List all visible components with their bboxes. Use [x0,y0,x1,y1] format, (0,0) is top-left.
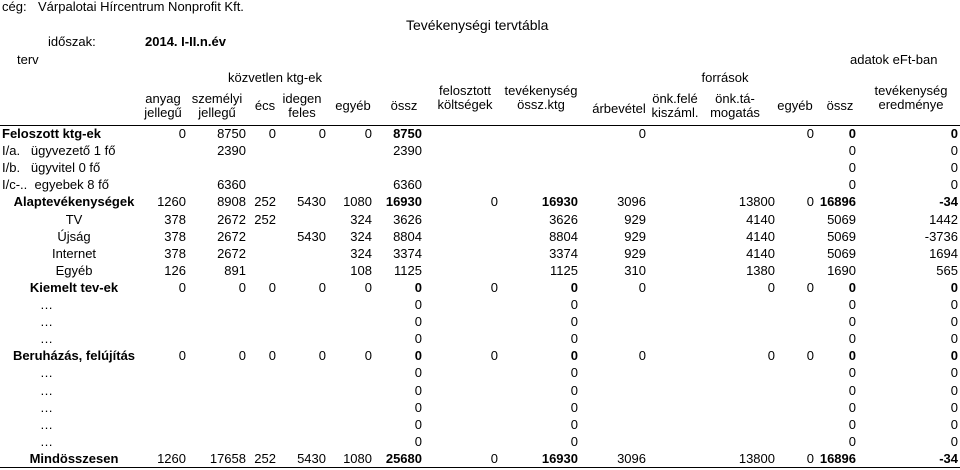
cell-ossz1: 0 [414,383,422,398]
col-header-onk-tam-1: önk.tá- [715,91,755,106]
cell-ossz1: 3626 [393,212,422,227]
cell-eredmeny: 0 [950,400,958,415]
cell-tev: 3626 [549,212,578,227]
col-header-onk-tam-2: mogatás [710,105,760,120]
col-header-ecs: écs [254,98,276,113]
cell-ossz1: 0 [414,417,422,432]
group-header-direct-costs: közvetlen ktg-ek [228,70,322,85]
cell-ossz2: 5069 [827,229,856,244]
cell-egyeb1: 0 [364,348,372,363]
cell-eredmeny: 0 [950,280,958,295]
cell-arbevetel: 3096 [617,194,646,209]
col-header-egyeb: egyéb [335,98,371,113]
cell-ossz2: 0 [848,348,856,363]
cell-felosztott: 0 [490,194,498,209]
cell-arbevetel: 3096 [617,451,646,466]
row-label: I/c-.. egyebek 8 fő [2,177,109,192]
col-header-egyeb-src: egyéb [777,98,813,113]
cell-tev: 0 [570,280,578,295]
cell-tev: 0 [570,365,578,380]
cell-anyag: 1260 [157,451,186,466]
cell-egyeb2: 0 [806,348,814,363]
cell-ossz1: 0 [414,434,422,449]
row-label: Beruházás, felújítás [12,348,136,363]
cell-ossz2: 0 [848,400,856,415]
cell-onk-tam: 1380 [746,263,775,278]
cell-egyeb1: 0 [364,280,372,295]
cell-ossz1: 0 [414,314,422,329]
cell-ossz1: 1125 [394,263,422,278]
cell-ossz2: 0 [848,383,856,398]
cell-idegen: 0 [318,280,326,295]
cell-egyeb1: 324 [350,246,372,261]
cell-ossz2: 0 [848,331,856,346]
col-header-ossz: össz [390,98,418,113]
cell-egyeb1: 1080 [343,451,372,466]
col-header-idegen-2: feles [288,105,316,120]
cell-szemelyi: 2672 [217,246,246,261]
cell-eredmeny: 0 [950,348,958,363]
cell-eredmeny: -3736 [924,229,958,244]
cell-arbevetel: 0 [638,348,646,363]
row-label: … [40,365,53,380]
col-header-szemelyi-2: jellegű [198,105,236,120]
units-label: adatok eFt-ban [850,52,938,67]
cell-szemelyi: 8908 [217,194,246,209]
row-label: … [40,331,53,346]
col-header-tev-2: össz.ktg [517,97,565,112]
col-header-felosztott-2: költségek [437,97,493,112]
col-header-eredmeny-2: eredménye [878,97,944,112]
cell-eredmeny: 0 [950,177,958,192]
cell-eredmeny: 565 [936,263,958,278]
cell-ossz1: 8750 [393,126,422,141]
col-header-idegen-1: idegen [282,91,322,106]
cell-onk-tam: 13800 [738,194,775,209]
cell-szemelyi: 17658 [209,451,246,466]
row-label: … [40,400,53,415]
cell-onk-tam: 4140 [746,229,775,244]
cell-tev: 0 [570,348,578,363]
company-name: Várpalotai Hírcentrum Nonprofit Kft. [38,0,244,14]
cell-arbevetel: 0 [638,280,646,295]
cell-anyag: 1260 [157,194,186,209]
row-label: Mindösszesen [29,451,119,466]
cell-egyeb2: 0 [806,194,814,209]
cell-ossz2: 0 [848,126,856,141]
cell-ossz2: 0 [848,280,856,295]
table-bottom-rule [0,467,960,468]
row-label: Internet [51,246,97,261]
plan-label: terv [17,52,39,67]
cell-egyeb1: 1080 [343,194,372,209]
row-label: … [40,297,53,312]
cell-ossz2: 0 [848,434,856,449]
row-label: Kiemelt tev-ek [29,280,119,295]
cell-ossz2: 0 [848,365,856,380]
cell-ossz1: 0 [414,331,422,346]
cell-onk-tam: 0 [767,348,775,363]
cell-ossz2: 0 [848,160,856,175]
col-header-szemelyi-1: személyi [191,91,243,106]
cell-ossz1: 8804 [393,229,422,244]
cell-eredmeny: 0 [950,383,958,398]
cell-eredmeny: 0 [950,434,958,449]
cell-idegen: 0 [318,126,326,141]
cell-ossz2: 16896 [819,194,856,209]
cell-tev: 0 [570,297,578,312]
cell-tev: 0 [570,331,578,346]
cell-eredmeny: 0 [950,365,958,380]
cell-ossz2: 0 [848,297,856,312]
cell-egyeb1: 324 [350,212,372,227]
cell-anyag: 126 [164,263,186,278]
cell-szemelyi: 6360 [217,177,246,192]
row-label: Feloszott ktg-ek [2,126,101,141]
cell-arbevetel: 0 [638,126,646,141]
cell-ossz1: 0 [414,348,422,363]
period-label: időszak: [48,34,96,49]
cell-szemelyi: 0 [238,348,246,363]
col-header-ossz-src: össz [826,98,854,113]
cell-eredmeny: 0 [950,314,958,329]
cell-tev: 0 [570,383,578,398]
cell-idegen: 5430 [297,194,326,209]
col-header-onk-fele-1: önk.felé [652,91,698,106]
col-header-onk-fele-2: kiszáml. [651,105,699,120]
group-header-sources: források [701,70,749,85]
cell-felosztott: 0 [490,280,498,295]
cell-szemelyi: 8750 [217,126,246,141]
cell-ossz1: 16930 [385,194,422,209]
col-header-tev-1: tevékenység [504,83,578,98]
cell-tev: 8804 [549,229,578,244]
col-header-eredmeny-1: tevékenység [874,83,948,98]
cell-ecs: 0 [268,280,276,295]
cell-onk-tam: 13800 [738,451,775,466]
cell-eredmeny: 0 [950,143,958,158]
row-label: Egyéb [55,263,93,278]
cell-eredmeny: 0 [950,331,958,346]
cell-ossz1: 6360 [393,177,422,192]
cell-tev: 0 [570,314,578,329]
header-divider [0,125,960,126]
cell-ecs: 252 [254,194,276,209]
cell-egyeb2: 0 [806,451,814,466]
row-label: Alaptevékenységek [13,194,135,209]
cell-arbevetel: 929 [624,212,646,227]
cell-arbevetel: 310 [624,263,646,278]
cell-ossz1: 2390 [393,143,422,158]
company-label: cég: [2,0,27,14]
cell-egyeb1: 324 [350,229,372,244]
cell-idegen: 5430 [297,229,326,244]
cell-eredmeny: 0 [950,160,958,175]
cell-ecs: 252 [254,451,276,466]
cell-tev: 16930 [541,451,578,466]
cell-idegen: 0 [318,348,326,363]
cell-ecs: 0 [268,126,276,141]
col-header-anyag-2: jellegű [144,105,182,120]
cell-eredmeny: -34 [939,451,958,466]
col-header-felosztott-1: felosztott [438,83,492,98]
cell-anyag: 378 [164,246,186,261]
cell-ecs: 252 [254,212,276,227]
cell-ossz2: 5069 [827,246,856,261]
cell-ossz2: 0 [848,417,856,432]
cell-felosztott: 0 [490,451,498,466]
cell-tev: 0 [570,417,578,432]
cell-anyag: 0 [178,126,186,141]
cell-tev: 0 [570,434,578,449]
cell-szemelyi: 2672 [217,229,246,244]
cell-ossz2: 0 [848,177,856,192]
cell-onk-tam: 4140 [746,212,775,227]
cell-ossz1: 0 [414,297,422,312]
cell-egyeb1: 0 [364,126,372,141]
cell-ossz1: 0 [414,400,422,415]
cell-felosztott: 0 [490,348,498,363]
row-label: … [40,434,53,449]
cell-ecs: 0 [268,348,276,363]
cell-onk-tam: 0 [767,280,775,295]
cell-idegen: 5430 [297,451,326,466]
cell-tev: 16930 [541,194,578,209]
row-label: I/a. ügyvezető 1 fő [2,143,116,158]
cell-szemelyi: 0 [238,280,246,295]
cell-eredmeny: 1442 [929,212,958,227]
cell-eredmeny: 0 [950,417,958,432]
cell-eredmeny: -34 [939,194,958,209]
cell-szemelyi: 891 [224,263,246,278]
row-label: I/b. ügyvitel 0 fő [2,160,101,175]
col-header-anyag-1: anyag [145,91,181,106]
cell-ossz2: 0 [848,314,856,329]
row-label: … [40,417,53,432]
cell-anyag: 0 [178,280,186,295]
cell-anyag: 378 [164,212,186,227]
cell-tev: 3374 [549,246,578,261]
row-label: TV [65,212,83,227]
cell-szemelyi: 2390 [217,143,246,158]
cell-arbevetel: 929 [624,246,646,261]
cell-ossz2: 1690 [827,263,856,278]
cell-eredmeny: 0 [950,297,958,312]
row-label: Újság [57,229,91,244]
cell-eredmeny: 1694 [929,246,958,261]
cell-eredmeny: 0 [950,126,958,141]
row-label: … [40,314,53,329]
cell-ossz2: 0 [848,143,856,158]
cell-arbevetel: 929 [624,229,646,244]
period-value: 2014. I-II.n.év [145,34,226,49]
col-header-arbevetel: árbevétel [592,101,646,116]
cell-ossz2: 16896 [819,451,856,466]
cell-ossz1: 0 [414,280,422,295]
cell-onk-tam: 4140 [746,246,775,261]
cell-szemelyi: 2672 [217,212,246,227]
cell-anyag: 378 [164,229,186,244]
cell-egyeb1: 108 [350,263,372,278]
cell-egyeb2: 0 [806,126,814,141]
cell-ossz2: 5069 [827,212,856,227]
cell-tev: 1125 [550,263,578,278]
cell-ossz1: 3374 [393,246,422,261]
row-label: … [40,383,53,398]
cell-ossz1: 25680 [385,451,422,466]
page-title: Tevékenységi tervtábla [406,17,549,33]
cell-anyag: 0 [178,348,186,363]
cell-ossz1: 0 [414,365,422,380]
cell-egyeb2: 0 [806,280,814,295]
cell-tev: 0 [570,400,578,415]
